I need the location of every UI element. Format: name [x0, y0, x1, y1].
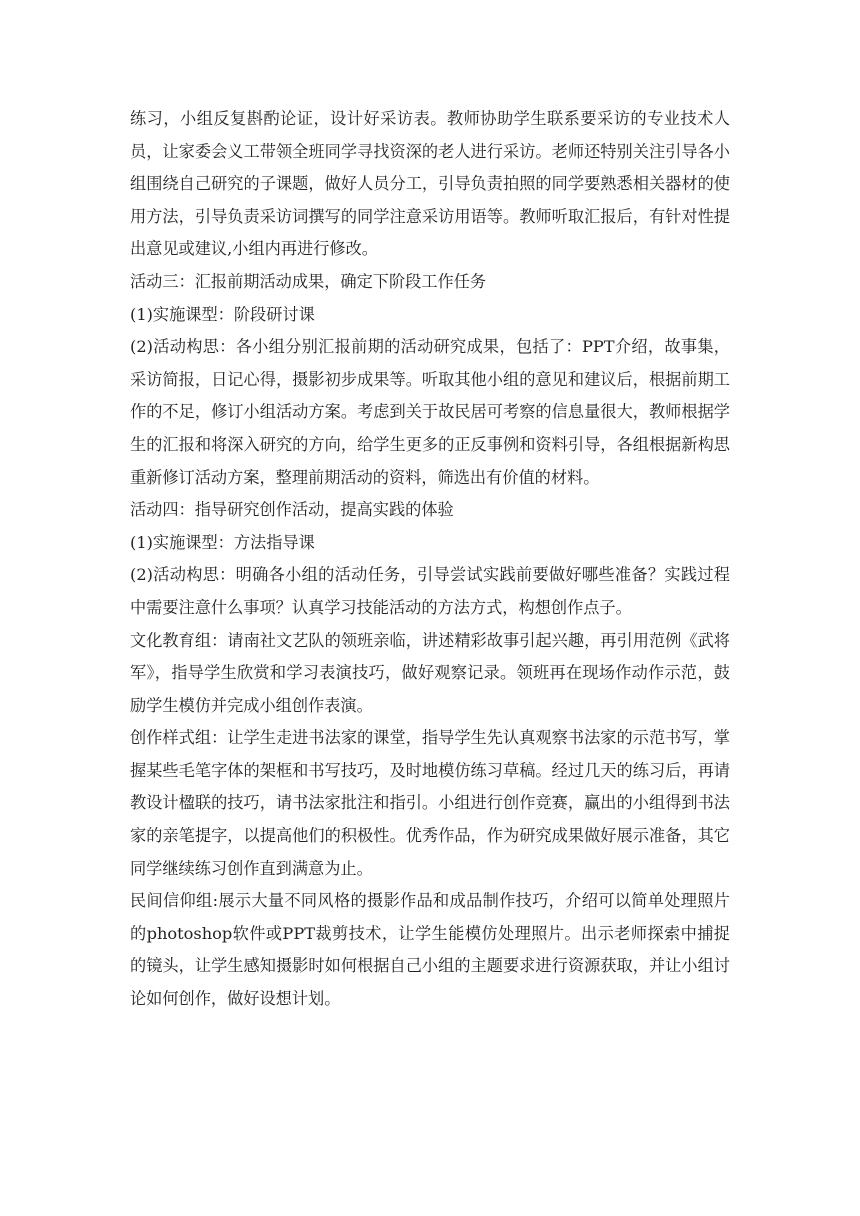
paragraph-culture-education-group: 文化教育组：请南社文艺队的领班亲临，讲述精彩故事引起兴趣，再引用范例《武将军》，指导学生欣赏和学习表演技巧，做好观察记录。领班再在现场作动作示范，鼓励学生模仿并完成小组创作表演。	[130, 630, 730, 715]
heading-activity-three: 活动三：汇报前期活动成果，确定下阶段工作任务	[130, 271, 487, 291]
heading-activity-four: 活动四：指导研究创作活动，提高实践的体验	[130, 500, 454, 520]
activity-three-concept: (2)活动构思：各小组分别汇报前期的活动研究成果，包括了：PPT介绍，故事集，采访简报，日记心得，摄影初步成果等。听取其他小组的意见和建议后，根据前期工作的不足，修订小组活动方案。考虑到关于故民居可考察的信息量很大，教师根据学生的汇报和将深入研究的方向，给学生更多的正反事例和资料引导，各组根据新构思重新修订活动方案，整理前期活动的资料，筛选出有价值的材料。	[130, 337, 730, 487]
document-body	[130, 103, 730, 1016]
activity-three-course-type: (1)实施课型：阶段研讨课	[130, 304, 315, 324]
paragraph-folk-belief-group: 民间信仰组:展示大量不同风格的摄影作品和成品制作技巧，介绍可以简单处理照片的photoshop软件或PPT裁剪技术，让学生能模仿处理照片。出示老师探索中捕捉的镜头，让学生感知摄影时如何根据自己小组的主题要求进行资源获取，并让小组讨论如何创作，做好设想计划。	[130, 891, 730, 1009]
activity-four-concept: (2)活动构思：明确各小组的活动任务，引导尝试实践前要做好哪些准备？实践过程中需要注意什么事项？认真学习技能活动的方法方式，构想创作点子。	[130, 565, 730, 617]
activity-four-course-type: (1)实施课型：方法指导课	[130, 532, 315, 552]
paragraph-creative-style-group: 创作样式组：让学生走进书法家的课堂，指导学生先认真观察书法家的示范书写，掌握某些毛笔字体的架框和书写技巧，及时地模仿练习草稿。经过几天的练习后，再请教设计楹联的技巧，请书法家批注和指引。小组进行创作竞赛，赢出的小组得到书法家的亲笔提字，以提高他们的积极性。优秀作品，作为研究成果做好展示准备，其它同学继续练习创作直到满意为止。	[130, 728, 730, 878]
paragraph-interview-prep: 练习，小组反复斟酌论证，设计好采访表。教师协助学生联系要采访的专业技术人员，让家委会义工带领全班同学寻找资深的老人进行采访。老师还特别关注引导各小组围绕自己研究的子课题，做好人员分工，引导负责拍照的同学要熟悉相关器材的使用方法，引导负责采访词撰写的同学注意采访用语等。教师听取汇报后，有针对性提出意见或建议,小组内再进行修改。	[130, 109, 730, 259]
